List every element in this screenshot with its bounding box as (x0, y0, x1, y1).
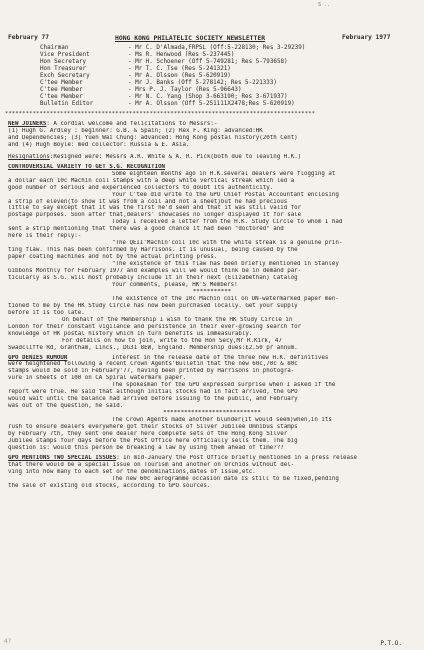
special-issues-heading: GPO MENTIONS TWO SPECIAL ISSUES (8, 454, 117, 461)
officer-row (40, 45, 305, 52)
article-line: "The existence of this flaw has been briefly mentioned in Stanley (112, 261, 339, 268)
article-line: The spokesman for the GPO expressed surprise when I asked if the (112, 382, 336, 389)
article-line: Jubilee stamps four days before the Post Office here officially sells them. The big (8, 437, 298, 444)
officer-role: C'tee Member (40, 93, 83, 100)
article-line: here is their reply:- (8, 233, 82, 240)
article-line: a dollar each 10c Machin coil stamps with a deep white vertical streak which led a (8, 177, 295, 184)
officer-name: - Mr H. Schoener (Off 5-749281; Res 5-793658) (128, 58, 288, 65)
new-joiners-intro: NEW JOINERS: A cordial welcome and felicitations to Messrs:- (8, 121, 218, 127)
star-divider-small: **************************** (163, 410, 261, 417)
officer-name: - Mrs P. J. Taylor (Res 5-96643) (128, 86, 242, 93)
star-divider-small: *********** (192, 288, 232, 295)
article-line: before it is too late. (8, 309, 85, 316)
article-line: For details on how to join, write to the Hon Secy,Mr R.Kirk, 47 (62, 337, 282, 344)
header-date-left: February 77 (8, 34, 49, 41)
officer-role: C'tee Member (40, 86, 83, 93)
article-line: that there would be a special issue on Tourism and another on Orchids without del- (8, 461, 295, 468)
resignations-paragraph: Resignations:Resigned were: Messrs A.R. White & A. R. Pick(both due to leaving H.K.) (8, 153, 302, 160)
star-divider: ****************************************************************************************** (5, 111, 316, 117)
officer-name: - Mr T. C. Tse (Res 5-241321) (128, 65, 231, 72)
page-footer-pto: P.T.O. (380, 640, 402, 647)
new-joiners-line: (1) Hugh G. Ardley : beginner: G.B. & Spain; (2) Rex F. King: advanced:HK (8, 127, 263, 134)
article-line: "The QEII'Machin'coil 10c with the white streak is a genuine prin- (112, 240, 343, 247)
article-line: ting flaw. This has been confirmed by Harrisons. It is unusual, being caused by the (8, 247, 298, 254)
article-line: London for their constant vigilance and persistence in their ever-growing search for (8, 323, 302, 330)
article-line: Swadcliffe Rd, Grantham, Lincs., DG31 8EW, England. Membership dues:£2.50 pr annum. (8, 344, 298, 351)
article-line: were heightened following a recent Crown Agents'Bulletin that the new 60c,70c & 80c (8, 361, 298, 368)
article-line: The Crown Agents made another blunder(it would seem)when,in its (112, 417, 332, 424)
article-line: On behalf of the Membership I wish to thank the HK Study Circle in (62, 316, 293, 323)
article-line: would wait until the balance had arrived before issuing to the public, and February (8, 396, 298, 403)
officer-role: Hon Secretary (40, 58, 87, 65)
article-line: knowledge of HK postal history which in turn benefits us immeasurably. (8, 330, 253, 337)
header-date-right: February 1977 (342, 34, 391, 41)
officer-name: - Ms R. Henwood (Res 5-237445) (128, 51, 235, 58)
officer-role: Hon Treasurer (40, 65, 87, 72)
article-line: Your comments, please, HK'S Members! (112, 281, 238, 288)
corner-annotation: S .. (318, 2, 331, 8)
article-line: little to say except that it was the first he'd seen and that it was still valid for (8, 205, 302, 212)
article-line: Your C'tee did write to the GPO Chief Postal Accountant enclosing (112, 191, 339, 198)
article-line: ticularly as S.G. will most probably include it in their next (Elizabethan) Catalog (8, 275, 298, 282)
officer-role: Exch Secretary (40, 72, 90, 79)
officer-row (40, 52, 305, 59)
special-issues-intro: GPO MENTIONS TWO SPECIAL ISSUES: In mid-January the Post Office briefly mentioned in a press release (8, 454, 358, 461)
controversial-heading: CONTROVERSIAL VARIETY TO GET S.G. RECOGNITION (8, 163, 166, 170)
officer-role: Chairman (40, 45, 69, 51)
officer-row (40, 73, 305, 80)
officer-role: Bulletin Editor (40, 100, 94, 107)
officer-row (40, 87, 305, 94)
article-line: good number of serious and experienced collectors to doubt its authenticity. (8, 184, 274, 191)
article-line: ving into how many to each set or the denominations,dates of issue,etc. (8, 468, 256, 475)
article-line: paper coating machines and not by the actual printing press. (8, 254, 218, 261)
officer-name: - Mr C. D'Almada,FRPSL (Off:5-228130; Res 3-29239) (128, 45, 306, 51)
article-line: Interest in the release date of the three new H.K. definitives (112, 354, 329, 361)
officer-role: Vice President (40, 51, 90, 58)
resignations-heading: Resignations (8, 153, 50, 160)
article-line: by February 7th, they sent one dealer here complete sets of the Hong Kong Silver (8, 431, 288, 437)
officer-row (40, 80, 305, 87)
officer-name: - Mr A. Olsson (Off 5-251111X2478;Res 5-620919) (128, 100, 295, 107)
officer-name: - Mr N. C. Yang (Shop 3-663190; Res 3-671937) (128, 93, 288, 100)
new-joiners-heading: NEW JOINERS (8, 121, 47, 127)
officers-list (40, 45, 305, 108)
new-joiners-line: and (4) Hugh Boyle: med collector: Russia & E. Asia. (8, 141, 190, 148)
article-line: was out of the question, he said. (8, 403, 124, 410)
officer-row (40, 94, 305, 101)
article-line: Gibbons Monthly for February 1977 and examples will we would think be in demand par- (8, 268, 302, 275)
article-line: tioned to me by the HK Study Circle has now been purchased locally. Get your supply (8, 302, 298, 309)
article-line: Some eighteen months ago in H.K.several dealers were flogging at (112, 170, 336, 177)
article-line: The existence of the 10c Machin coil on UN-watermarked paper men- (112, 295, 339, 302)
officer-row (40, 66, 305, 73)
article-line: postage purposes. Soon after that,dealers' showcases no longer displayed it for sale (8, 212, 302, 219)
article-line: a strip of eleven(to show it was from a coil and not a sheet)but he had precious (8, 198, 288, 205)
article-body (8, 121, 416, 490)
article-line: stamps would be sold in February'77, having been printed by Harrisons in photogra- (8, 368, 295, 375)
margin-handwriting: 4? (4, 638, 12, 645)
article-line: the sale of existing old stocks, according to GPO sources. (8, 482, 211, 489)
article-line: sent a strip mentioning that there was a good chance it had been "doctored" and (8, 226, 284, 233)
article-line: rush to ensure dealers everywhere got their stocks of Silver Jubilee Omnibus stamps (8, 424, 298, 431)
article-line: The new 60c aerogramme occasion date is still to be fixed,pending (112, 475, 339, 482)
article-line: question is: would this person be breaking a law by using them ahead of time??? (8, 444, 284, 451)
gpo-rumour-heading: GPO DENIES RUMOUR (8, 354, 68, 361)
officer-name: - Mr J. Banks (Off 5-278142; Res 5-221333) (128, 79, 277, 86)
officer-row (40, 101, 305, 108)
article-line: report were true. He said that although initial stocks had in fact arrived, the GPO (8, 389, 298, 396)
officer-row (40, 59, 305, 66)
newsletter-title: HONG KONG PHILATELIC SOCIETY NEWSLETTER (115, 34, 266, 42)
article-line: Today I received a letter from the H.K. Study Circle to whom I had (112, 219, 343, 226)
officer-name: - Mr A. Olsson (Res 5-620919) (128, 72, 231, 79)
new-joiners-line: and Dependencies; (3) Yuen Wai Chung: advanced: Hong Kong postal history(20th Cent) (8, 134, 298, 141)
article-line: vure in sheets of 100 on CA Spiral watermark paper. (8, 375, 186, 382)
officer-role: C'tee Member (40, 79, 83, 86)
